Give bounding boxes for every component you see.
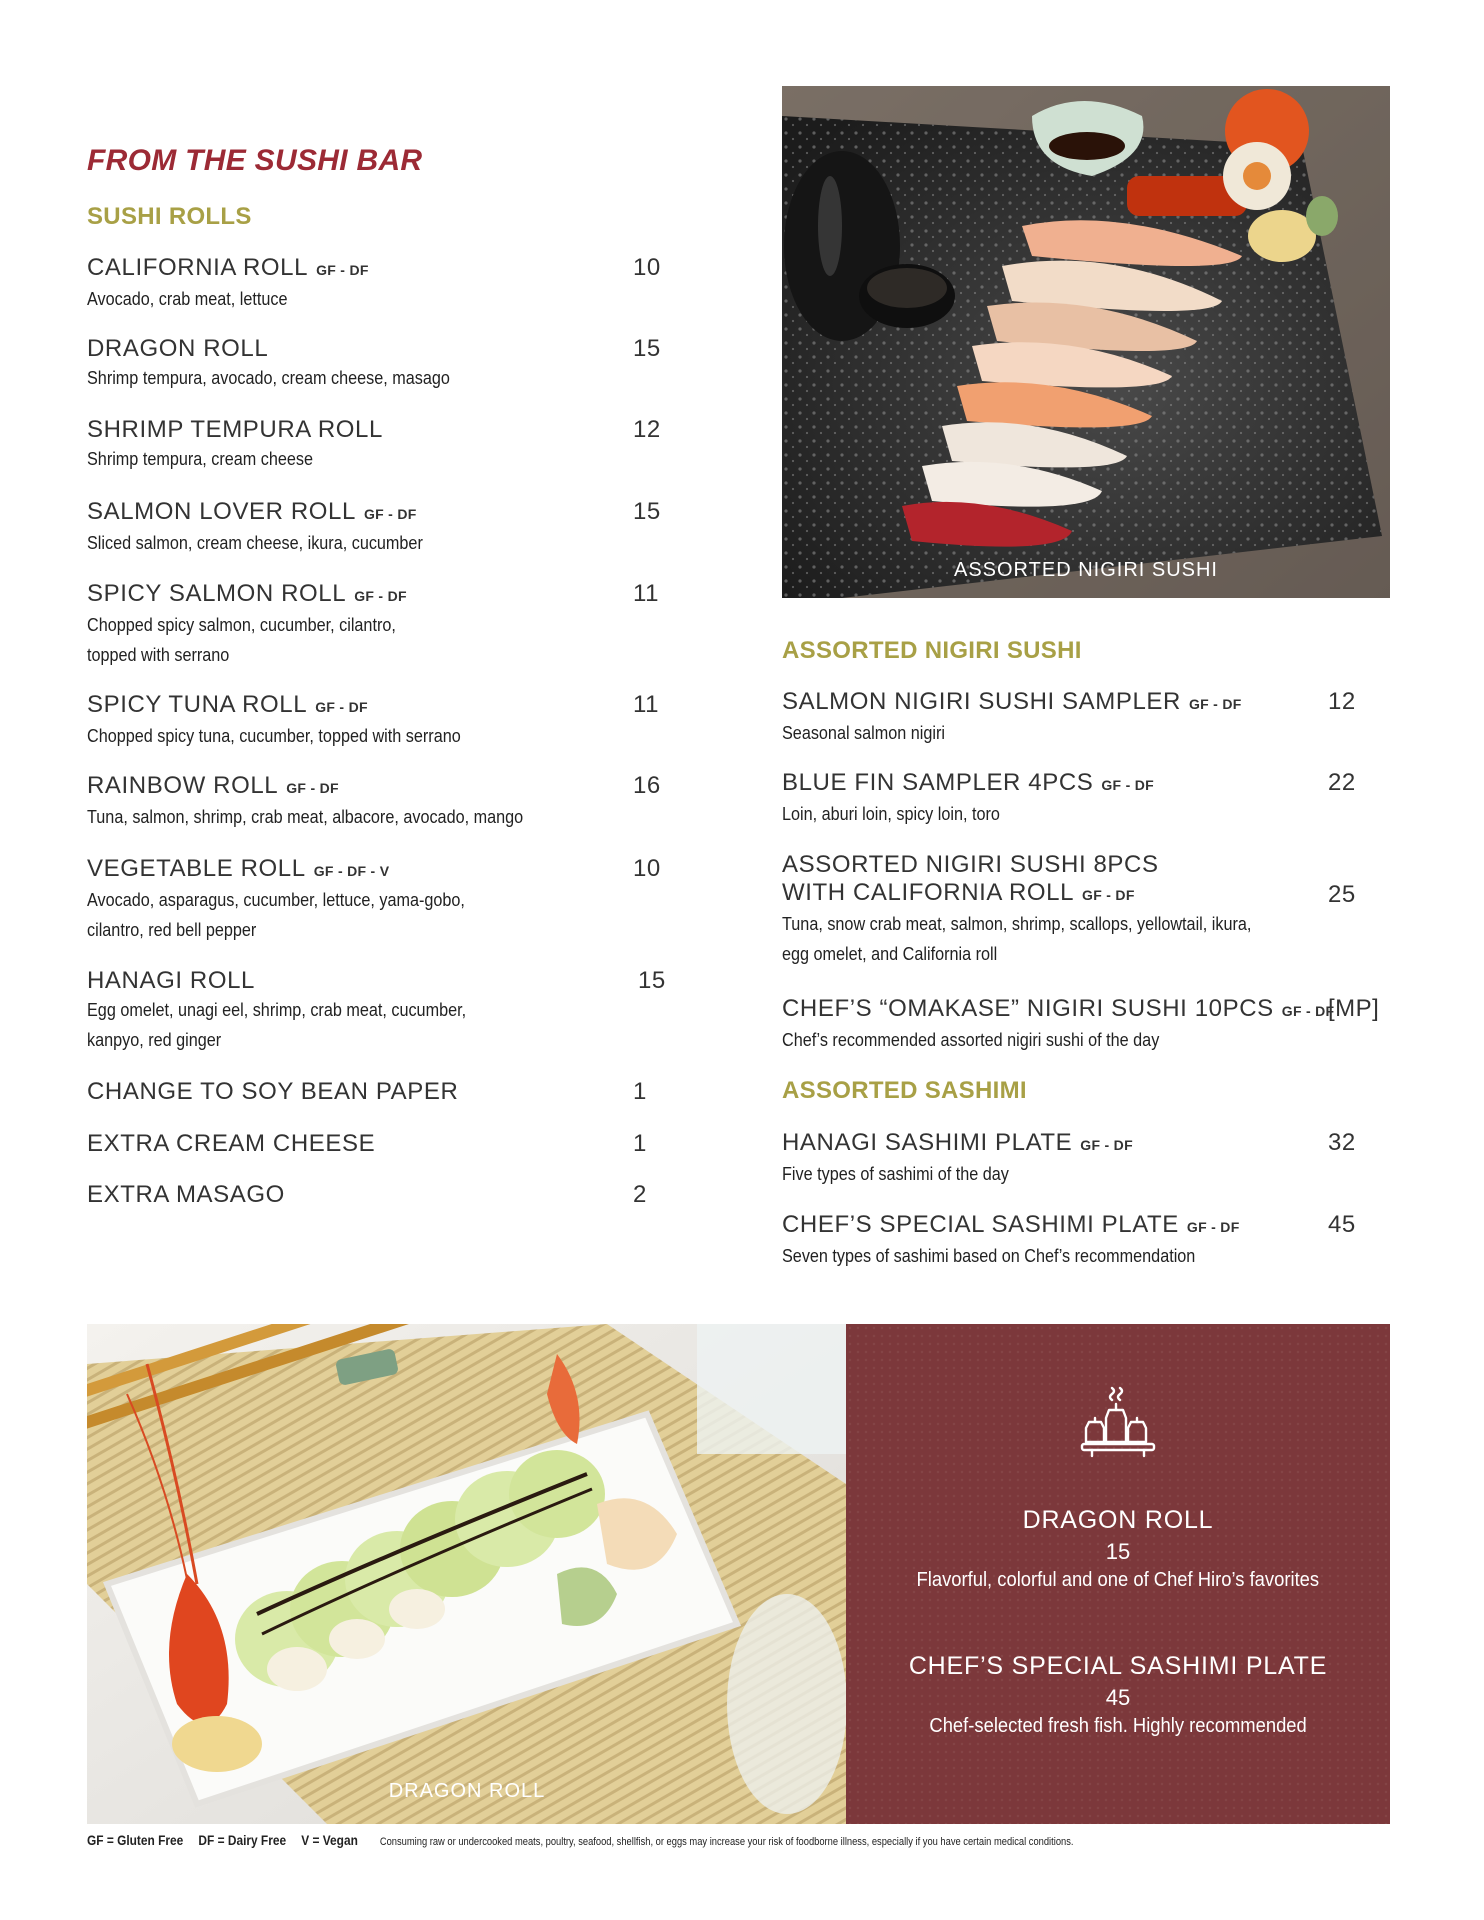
item-name: VEGETABLE ROLL xyxy=(87,855,306,882)
menu-item xyxy=(87,416,383,474)
extra-item-price: 1 xyxy=(633,1130,647,1157)
item-tags: GF - DF xyxy=(315,699,368,715)
item-name: SALMON NIGIRI SUSHI SAMPLER xyxy=(782,688,1181,715)
legend-gluten-free: GF = Gluten Free xyxy=(87,1832,184,1848)
item-name: ASSORTED NIGIRI SUSHI 8PCS xyxy=(782,851,1159,878)
photo-caption: DRAGON ROLL xyxy=(388,1780,546,1802)
item-price: 11 xyxy=(633,691,659,718)
item-tags: GF - DF xyxy=(1080,1137,1133,1153)
feature-description: Chef-selected fresh fish. Highly recommended xyxy=(929,1715,1307,1737)
item-price: [MP] xyxy=(1328,995,1380,1022)
menu-item xyxy=(87,498,460,558)
item-price: 15 xyxy=(633,335,661,362)
item-tags: GF - DF xyxy=(1101,777,1155,793)
menu-item xyxy=(782,995,1334,1055)
extra-item-price: 2 xyxy=(633,1181,647,1208)
sushi-rolls-heading: SUSHI ROLLS xyxy=(87,203,252,230)
section-title: FROM THE SUSHI BAR xyxy=(87,144,423,177)
food-safety-warning: Consuming raw or undercooked meats, poultry, seafood, shellfish, or eggs may increase your risk of foodborne illness, especially if you have certain medical conditions. xyxy=(379,1836,1074,1848)
item-price: 45 xyxy=(1328,1211,1356,1238)
item-price: 25 xyxy=(1328,881,1356,908)
feature-name: CHEF’S SPECIAL SASHIMI PLATE xyxy=(908,1652,1328,1680)
item-description: cilantro, red bell pepper xyxy=(87,920,257,940)
menu-item xyxy=(87,772,572,832)
item-price: 10 xyxy=(633,254,661,281)
item-price: 15 xyxy=(638,967,666,994)
item-description: Chef’s recommended assorted nigiri sushi of the day xyxy=(782,1030,1160,1050)
dragon-roll-photo xyxy=(87,1324,846,1824)
item-name: HANAGI ROLL xyxy=(87,967,255,994)
item-name: SHRIMP TEMPURA ROLL xyxy=(87,416,383,443)
item-tags: GF - DF xyxy=(1281,1003,1335,1019)
item-tags: GF - DF xyxy=(354,588,407,604)
item-tags: GF - DF - V xyxy=(313,863,390,879)
item-name: CALIFORNIA ROLL xyxy=(87,254,309,281)
item-description: egg omelet, and California roll xyxy=(782,944,998,964)
menu-item xyxy=(87,967,508,1055)
item-description: Avocado, asparagus, cucumber, lettuce, yama-gobo, xyxy=(87,890,465,910)
item-tags: GF - DF xyxy=(1082,887,1135,903)
menu-item xyxy=(87,691,502,751)
item-description: Tuna, salmon, shrimp, crab meat, albacore, avocado, mango xyxy=(87,807,524,827)
item-description: kanpyo, red ginger xyxy=(87,1030,222,1050)
feature-price: 15 xyxy=(1105,1539,1131,1564)
item-tags: GF - DF xyxy=(286,780,339,796)
item-price: 11 xyxy=(633,580,659,607)
item-tags: GF - DF xyxy=(316,262,369,278)
item-price: 16 xyxy=(633,772,661,799)
item-description: Sliced salmon, cream cheese, ikura, cucumber xyxy=(87,533,423,553)
nigiri-sushi-photo xyxy=(782,86,1390,598)
menu-item xyxy=(87,254,369,314)
item-description: Shrimp tempura, cream cheese xyxy=(87,449,313,469)
item-description: Chopped spicy salmon, cucumber, cilantro, xyxy=(87,615,396,635)
item-tags: GF - DF xyxy=(1186,1219,1240,1235)
item-description: Shrimp tempura, avocado, cream cheese, masago xyxy=(87,368,450,388)
menu-item xyxy=(87,855,507,945)
item-name: SALMON LOVER ROLL xyxy=(87,498,356,525)
feature-price: 45 xyxy=(1105,1685,1131,1710)
extra-item-name: EXTRA MASAGO xyxy=(87,1181,285,1208)
item-price: 15 xyxy=(633,498,661,525)
menu-item xyxy=(782,688,1242,748)
menu-item xyxy=(87,580,430,670)
item-name: BLUE FIN SAMPLER 4PCS xyxy=(782,769,1094,796)
item-description: topped with serrano xyxy=(87,645,230,665)
item-name: RAINBOW ROLL xyxy=(87,772,279,799)
item-price: 12 xyxy=(633,416,661,443)
item-name: CHEF’S SPECIAL SASHIMI PLATE xyxy=(782,1211,1179,1238)
item-price: 22 xyxy=(1328,769,1356,796)
footer-legend xyxy=(87,1832,1073,1848)
feature-description: Flavorful, colorful and one of Chef Hiro’s favorites xyxy=(916,1569,1320,1591)
item-name: CHEF’S “OMAKASE” NIGIRI SUSHI 10PCS xyxy=(782,995,1274,1022)
menu-item xyxy=(782,1211,1241,1271)
menu-item xyxy=(782,851,1304,969)
item-description: Loin, aburi loin, spicy loin, toro xyxy=(782,804,1000,824)
photo-caption: ASSORTED NIGIRI SUSHI xyxy=(953,559,1218,581)
legend-vegan: V = Vegan xyxy=(301,1832,358,1848)
menu-item xyxy=(782,1129,1133,1189)
item-description: Five types of sashimi of the day xyxy=(782,1164,1009,1184)
item-price: 12 xyxy=(1328,688,1356,715)
item-price: 10 xyxy=(633,855,661,882)
item-name: HANAGI SASHIMI PLATE xyxy=(782,1129,1073,1156)
extra-item-name: CHANGE TO SOY BEAN PAPER xyxy=(87,1078,459,1105)
menu-item xyxy=(782,769,1154,829)
item-description: Tuna, snow crab meat, salmon, shrimp, scallops, yellowtail, ikura, xyxy=(782,914,1252,934)
item-description: Egg omelet, unagi eel, shrimp, crab meat, cucumber, xyxy=(87,1000,467,1020)
item-tags: GF - DF xyxy=(1188,696,1242,712)
nigiri-heading: ASSORTED NIGIRI SUSHI xyxy=(782,637,1082,664)
item-name: SPICY TUNA ROLL xyxy=(87,691,308,718)
chef-recommendations-panel xyxy=(846,1324,1390,1824)
item-description: Chopped spicy tuna, cucumber, topped with serrano xyxy=(87,726,461,746)
item-description: Seasonal salmon nigiri xyxy=(782,723,945,743)
item-name: SPICY SALMON ROLL xyxy=(87,580,347,607)
item-name: WITH CALIFORNIA ROLL xyxy=(782,879,1075,906)
item-name: DRAGON ROLL xyxy=(87,335,269,362)
item-tags: GF - DF xyxy=(363,506,417,522)
feature-name: DRAGON ROLL xyxy=(1022,1506,1214,1534)
menu-item xyxy=(87,335,490,393)
sashimi-heading: ASSORTED SASHIMI xyxy=(782,1077,1027,1104)
item-price: 32 xyxy=(1328,1129,1356,1156)
sake-set-icon xyxy=(1078,1384,1158,1464)
legend-dairy-free: DF = Dairy Free xyxy=(198,1832,287,1848)
extra-item-price: 1 xyxy=(633,1078,647,1105)
extra-item-name: EXTRA CREAM CHEESE xyxy=(87,1130,376,1157)
item-description: Seven types of sashimi based on Chef’s recommendation xyxy=(782,1246,1196,1266)
item-description: Avocado, crab meat, lettuce xyxy=(87,289,288,309)
